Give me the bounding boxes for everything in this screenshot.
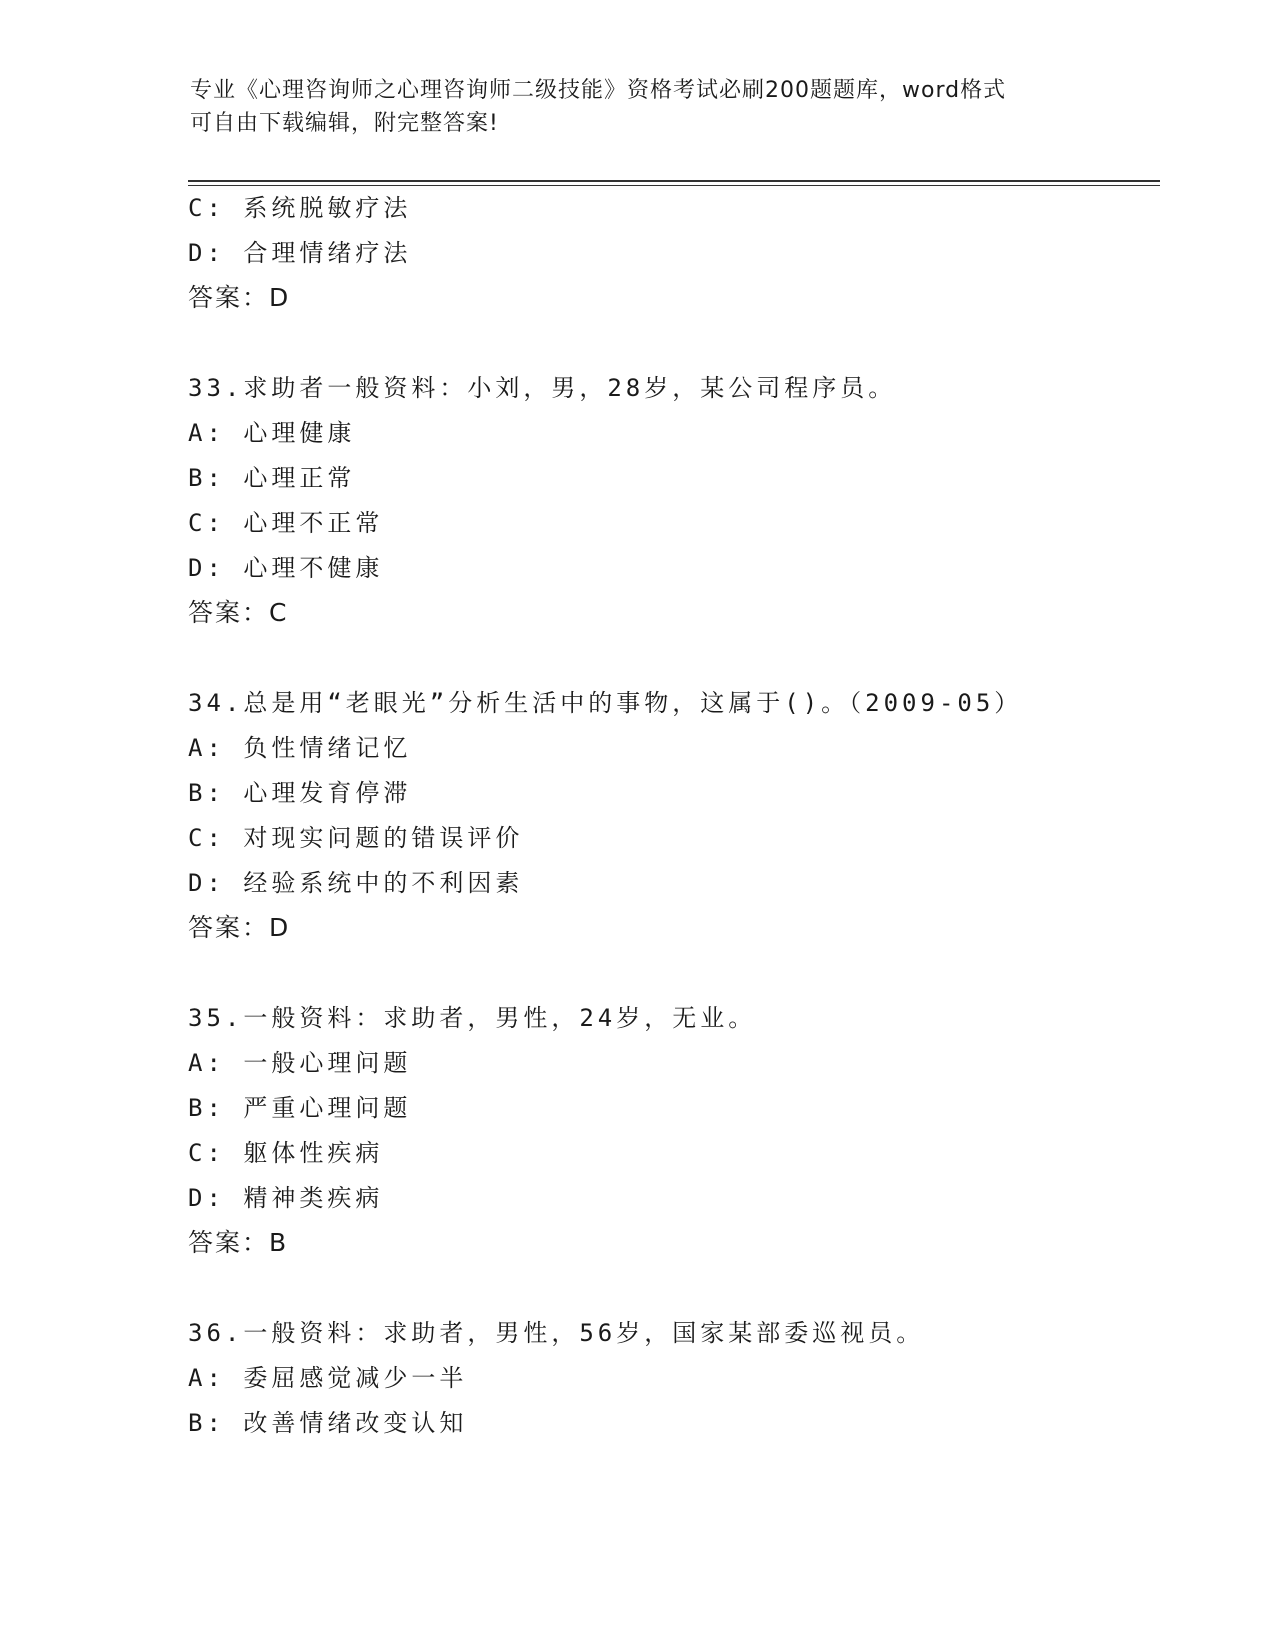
header-rule-thin <box>188 185 1160 186</box>
option-d-34: D: 经验系统中的不利因素 <box>188 869 524 897</box>
option-c-34: C: 对现实问题的错误评价 <box>188 824 524 852</box>
option-b-34: B: 心理发育停滞 <box>188 779 412 807</box>
header-line-2: 可自由下载编辑，附完整答案! <box>190 111 499 136</box>
question-33: 33.求助者一般资料：小刘，男，28岁，某公司程序员。 <box>188 374 897 402</box>
option-c-35: C: 躯体性疾病 <box>188 1139 384 1167</box>
option-a-33: A: 心理健康 <box>188 419 356 447</box>
option-c-prev: C: 系统脱敏疗法 <box>188 194 412 222</box>
option-b-33: B: 心理正常 <box>188 464 356 492</box>
option-c-33: C: 心理不正常 <box>188 509 384 537</box>
answer-33: 答案：C <box>188 598 289 627</box>
option-a-36: A: 委屈感觉减少一半 <box>188 1364 468 1392</box>
option-b-35: B: 严重心理问题 <box>188 1094 412 1122</box>
option-b-36: B: 改善情绪改变认知 <box>188 1409 468 1437</box>
option-d-33: D: 心理不健康 <box>188 554 384 582</box>
answer-35: 答案：B <box>188 1228 289 1257</box>
document-header <box>190 74 1070 140</box>
answer-34: 答案：D <box>188 913 291 942</box>
header-rule-thick <box>188 180 1160 182</box>
option-a-35: A: 一般心理问题 <box>188 1049 412 1077</box>
option-d-prev: D: 合理情绪疗法 <box>188 239 412 267</box>
header-line-1: 专业《心理咨询师之心理咨询师二级技能》资格考试必刷200题题库，word格式 <box>190 78 1007 103</box>
answer-prev: 答案：D <box>188 283 291 312</box>
option-a-34: A: 负性情绪记忆 <box>188 734 412 762</box>
question-36: 36.一般资料：求助者，男性，56岁，国家某部委巡视员。 <box>188 1319 925 1347</box>
question-35: 35.一般资料：求助者，男性，24岁，无业。 <box>188 1004 757 1032</box>
question-34: 34.总是用“老眼光”分析生活中的事物，这属于()。（2009-05） <box>188 689 1023 717</box>
option-d-35: D: 精神类疾病 <box>188 1184 384 1212</box>
